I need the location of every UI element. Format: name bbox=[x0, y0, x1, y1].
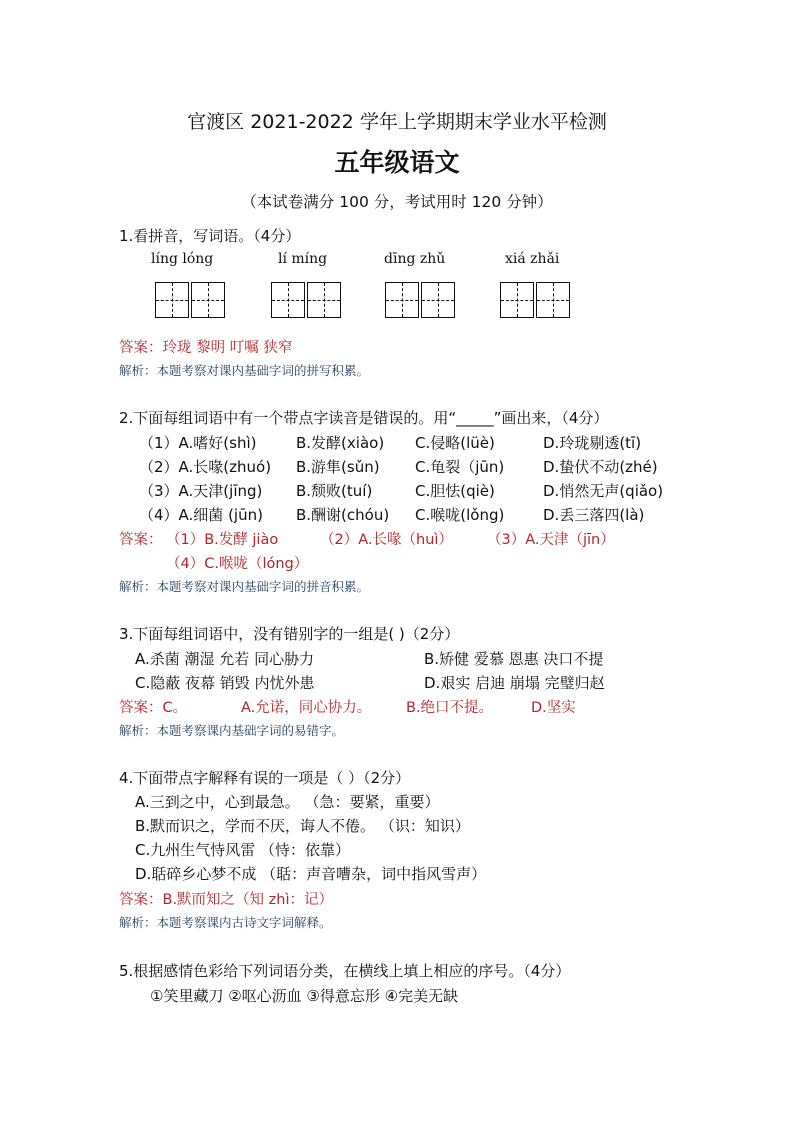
writing-cell[interactable] bbox=[307, 282, 341, 318]
q2-question: 2.下面每组词语中有一个带点字读音是错误的。用“_____”画出来，（4分） bbox=[119, 409, 609, 427]
q2-option: （1）A.嗜好(shì) bbox=[139, 434, 257, 452]
q2-option: （4）A.细菌 (jūn) bbox=[139, 506, 263, 524]
q1-pinyin-4: xiá zhǎi bbox=[505, 251, 560, 267]
q2-option: B.颓败(tuí) bbox=[296, 482, 373, 500]
q4-explanation: 解析：本题考察课内古诗文字词解释。 bbox=[119, 915, 332, 930]
exam-note: （本试卷满分 100 分，考试用时 120 分钟） bbox=[241, 193, 553, 211]
q2-option: （3）A.天津(jīng) bbox=[139, 482, 263, 500]
q4-option-a: A.三到之中，心到最急。 （急：要紧，重要） bbox=[135, 793, 440, 811]
q4-option-d: D.聒碎乡心梦不成 （聒：声音嘈杂，词中指风雪声） bbox=[135, 865, 487, 883]
q3-option: A.杀菌 潮湿 允若 同心胁力 bbox=[135, 650, 315, 668]
q2-answer-1: （1）B.发酵 jiào bbox=[166, 532, 279, 548]
q2-option: C.胆怯(qiè) bbox=[415, 482, 495, 500]
q4-option-b: B.默而识之，学而不厌，诲人不倦。 （识：知识） bbox=[135, 817, 470, 835]
q5-items: ①笑里藏刀 ②呕心沥血 ③得意忘形 ④完美无缺 bbox=[150, 987, 459, 1005]
q2-option: C.龟裂（jūn) bbox=[415, 458, 505, 476]
q3-option: D.艰实 启迪 崩塌 完璧归赵 bbox=[424, 674, 605, 692]
q1-question: 1.看拼音，写词语。（4分） bbox=[119, 227, 301, 245]
q1-explanation: 解析：本题考察对课内基础字词的拼写积累。 bbox=[119, 363, 370, 378]
writing-cell[interactable] bbox=[536, 282, 570, 318]
q2-answer-4: （4）C.喉咙（lóng） bbox=[166, 556, 309, 572]
q2-option: B.游隼(sǔn) bbox=[296, 458, 380, 476]
q2-explanation: 解析：本题考察对课内基础字词的拼音积累。 bbox=[119, 579, 370, 594]
q3-answer-2: A.允诺，同心协力。 bbox=[241, 700, 372, 716]
writing-cell[interactable] bbox=[385, 282, 419, 318]
q2-option: B.酬谢(chóu) bbox=[296, 506, 390, 524]
q1-pinyin-1: líng lóng bbox=[151, 251, 214, 267]
q1-pinyin-2: lí míng bbox=[278, 251, 328, 267]
q1-pinyin-3: dīng zhǔ bbox=[384, 251, 446, 267]
q2-option: C.喉咙(lǒng) bbox=[415, 506, 505, 524]
q3-explanation: 解析：本题考察课内基础字词的易错字。 bbox=[119, 723, 345, 738]
writing-cell[interactable] bbox=[421, 282, 455, 318]
q3-answer-1: 答案：C。 bbox=[119, 700, 188, 716]
writing-cell[interactable] bbox=[191, 282, 225, 318]
q2-answer-label: 答案： bbox=[119, 532, 163, 548]
q2-option: （2）A.长喙(zhuó) bbox=[139, 458, 272, 476]
writing-cell[interactable] bbox=[155, 282, 189, 318]
q2-answer-2: （2）A.长喙（huì） bbox=[320, 532, 453, 548]
q4-answer: 答案：B.默而知之（知 zhì：记） bbox=[119, 892, 333, 908]
q3-option: B.矫健 爱慕 恩惠 决口不提 bbox=[424, 650, 604, 668]
q2-option: D.丢三落四(là) bbox=[543, 506, 645, 524]
writing-grid-1[interactable] bbox=[155, 282, 227, 320]
q3-question: 3.下面每组词语中，没有错别字的一组是( )（2分） bbox=[119, 625, 460, 643]
q2-option: D.玲珑剔透(tī) bbox=[543, 434, 642, 452]
writing-cell[interactable] bbox=[500, 282, 534, 318]
exam-title: 官渡区 2021-2022 学年上学期期末学业水平检测 bbox=[187, 111, 607, 133]
writing-grid-4[interactable] bbox=[500, 282, 572, 320]
writing-cell[interactable] bbox=[271, 282, 305, 318]
q5-question: 5.根据感情色彩给下列词语分类，在横线上填上相应的序号。（4分） bbox=[119, 962, 571, 980]
writing-grid-3[interactable] bbox=[385, 282, 457, 320]
q1-answer: 答案：玲珑 黎明 叮嘱 狭窄 bbox=[119, 340, 293, 356]
q4-option-c: C.九州生气恃风雷 （恃：依靠） bbox=[135, 841, 351, 859]
q2-option: C.侵略(lüè) bbox=[415, 434, 495, 452]
q2-answer-3: （3）A.天津（jīn） bbox=[487, 532, 615, 548]
exam-subject: 五年级语文 bbox=[334, 148, 460, 177]
q3-answer-4: D.坚实 bbox=[531, 700, 576, 716]
q2-option: D.悄然无声(qiǎo) bbox=[543, 482, 664, 500]
q3-answer-3: B.绝口不提。 bbox=[406, 700, 494, 716]
writing-grid-2[interactable] bbox=[271, 282, 343, 320]
q2-option: D.蛰伏不动(zhé) bbox=[543, 458, 658, 476]
q3-option: C.隐蔽 夜幕 销毁 内忧外患 bbox=[135, 674, 315, 692]
q2-option: B.发酵(xiào) bbox=[296, 434, 385, 452]
q4-question: 4.下面带点字解释有误的一项是（ ）（2分） bbox=[119, 769, 411, 787]
